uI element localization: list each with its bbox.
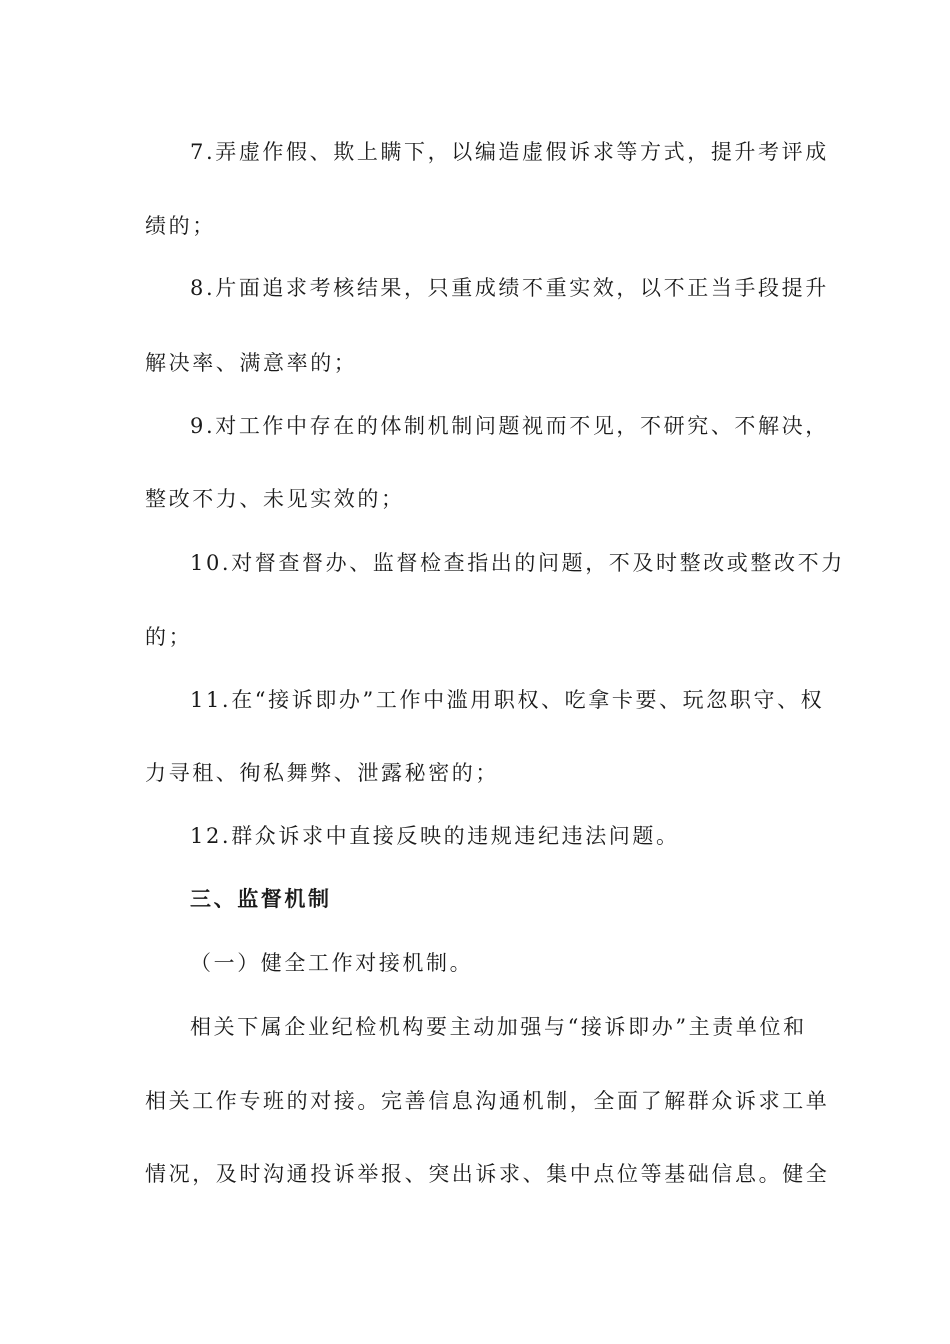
item-11-line-1: 11.在“接诉即办”工作中滥用职权、吃拿卡要、玩忽职守、权 xyxy=(190,688,825,712)
section-heading: 三、监督机制 xyxy=(190,887,332,911)
item-9-line-2: 整改不力、未见实效的； xyxy=(145,487,405,511)
paragraph-line-1: 相关下属企业纪检机构要主动加强与“接诉即办”主责单位和 xyxy=(190,1015,807,1039)
item-10-line-2: 的； xyxy=(145,625,193,649)
paragraph-line-3: 情况，及时沟通投诉举报、突出诉求、集中点位等基础信息。健全 xyxy=(145,1162,830,1186)
item-10-line-1: 10.对督查督办、监督检查指出的问题，不及时整改或整改不力 xyxy=(190,551,845,575)
item-7-line-2: 绩的； xyxy=(145,214,216,238)
item-9-line-1: 9.对工作中存在的体制机制问题视而不见，不研究、不解决， xyxy=(190,414,829,438)
item-11-line-2: 力寻租、徇私舞弊、泄露秘密的； xyxy=(145,761,499,785)
item-12-line: 12.群众诉求中直接反映的违规违纪违法问题。 xyxy=(190,824,680,848)
item-8-line-1: 8.片面追求考核结果，只重成绩不重实效，以不正当手段提升 xyxy=(190,276,829,300)
paragraph-line-2: 相关工作专班的对接。完善信息沟通机制，全面了解群众诉求工单 xyxy=(145,1089,830,1113)
item-8-line-2: 解决率、满意率的； xyxy=(145,351,358,375)
subsection-heading: （一）健全工作对接机制。 xyxy=(190,951,474,975)
item-7-line-1: 7.弄虚作假、欺上瞒下，以编造虚假诉求等方式，提升考评成 xyxy=(190,140,829,164)
